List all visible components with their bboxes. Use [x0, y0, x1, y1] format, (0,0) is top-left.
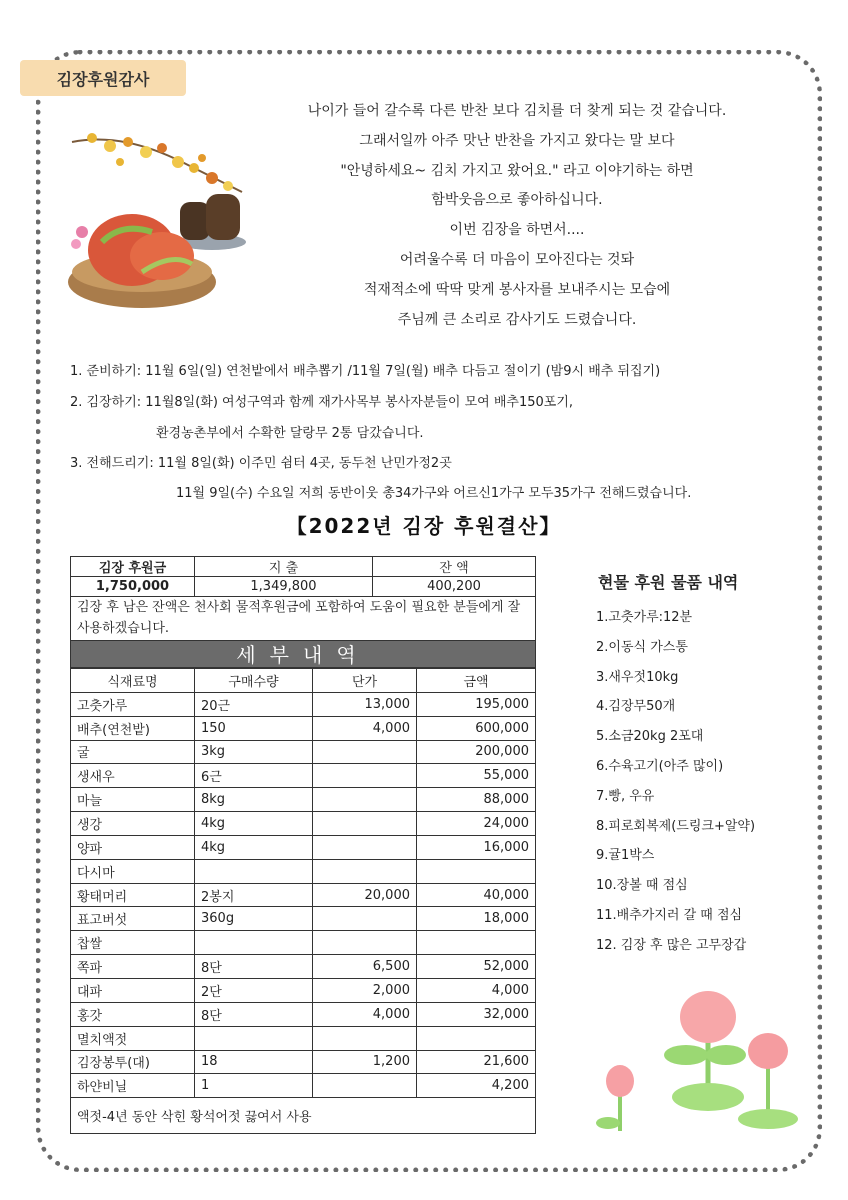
table-row: [71, 812, 536, 836]
list-item: 9.귤1박스: [596, 848, 655, 864]
detail-header: 식재료명: [71, 669, 195, 693]
tulip-right: [738, 1033, 798, 1129]
table-cell: 2,000: [313, 978, 417, 1002]
table-cell: [417, 859, 536, 883]
table-cell: [313, 835, 417, 859]
table-row: [71, 716, 536, 740]
table-cell: 8단: [195, 955, 313, 979]
table-row: [71, 931, 536, 955]
intro-line: 어려울수록 더 마음이 모아진다는 것돠: [399, 251, 635, 268]
table-cell: 16,000: [417, 835, 536, 859]
table-row: [71, 740, 536, 764]
detail-title: 세부내역: [70, 640, 536, 668]
summary-value: 1,750,000: [71, 577, 195, 597]
list-item: 3.새우젓10kg: [596, 669, 679, 685]
kimchi-illustration: [62, 122, 252, 322]
table-cell: 4,000: [313, 1002, 417, 1026]
table-cell: 황태머리: [71, 883, 195, 907]
summary-header: 김장 후원금: [71, 557, 195, 577]
donations-title: 현물 후원 물품 내역: [598, 573, 739, 592]
detail-header: 구매수량: [195, 669, 313, 693]
table-cell: 고춧가루: [71, 692, 195, 716]
table-cell: 홍갓: [71, 1002, 195, 1026]
detail-header: 단가: [313, 669, 417, 693]
table-cell: 4kg: [195, 835, 313, 859]
intro-line: "안녕하세요~ 김치 가지고 왔어요." 라고 이야기하는 하면: [340, 162, 694, 179]
detail-header: 금액: [417, 669, 536, 693]
detail-header-row: [71, 669, 536, 693]
table-row: [71, 1002, 536, 1026]
table-cell: 생강: [71, 812, 195, 836]
section-tag: 김장후원감사: [20, 60, 186, 96]
intro-line: 이번 김장을 하면서....: [449, 222, 585, 239]
table-cell: 150: [195, 716, 313, 740]
table-row: [71, 764, 536, 788]
table-cell: [195, 931, 313, 955]
table-cell: 대파: [71, 978, 195, 1002]
list-item: 1.고춧가루:12분: [596, 610, 693, 625]
table-row: [71, 978, 536, 1002]
table-cell: 김장봉투(대): [71, 1050, 195, 1074]
table-cell: [313, 1026, 417, 1050]
list-item: 6.수육고기(아주 많이): [596, 758, 724, 774]
table-cell: 1,200: [313, 1050, 417, 1074]
table-cell: [313, 764, 417, 788]
table-cell: [417, 931, 536, 955]
detail-footnote: 액젓-4년 동안 삭힌 황석어젓 끓여서 사용: [70, 1098, 536, 1134]
table-cell: [313, 859, 417, 883]
table-cell: 32,000: [417, 1002, 536, 1026]
summary-header: 지 출: [195, 557, 373, 577]
table-cell: [313, 740, 417, 764]
summary-value: 1,349,800: [195, 577, 373, 597]
table-cell: 88,000: [417, 788, 536, 812]
table-cell: [417, 1026, 536, 1050]
table-cell: 20,000: [313, 883, 417, 907]
table-cell: 4kg: [195, 812, 313, 836]
table-row: [71, 1050, 536, 1074]
table-cell: 1: [195, 1074, 313, 1098]
table-cell: 굴: [71, 740, 195, 764]
settlement-title: 【2022년 김장 후원결산】: [286, 514, 562, 538]
table-cell: [313, 812, 417, 836]
table-cell: 200,000: [417, 740, 536, 764]
list-item: 7.빵, 우유: [596, 788, 655, 804]
table-row: [71, 1026, 536, 1050]
tulip-left: [596, 1065, 634, 1131]
table-cell: 55,000: [417, 764, 536, 788]
table-cell: 24,000: [417, 812, 536, 836]
step-2-cont: 환경농촌부에서 수확한 달랑무 2통 담갔습니다.: [156, 426, 424, 441]
table-cell: 양파: [71, 835, 195, 859]
table-cell: [195, 859, 313, 883]
summary-note: 김장 후 남은 잔액은 천사회 물적후원금에 포함하여 도움이 필요한 분들에게 잘 사용하겠습니다.: [70, 596, 536, 640]
table-cell: 3kg: [195, 740, 313, 764]
table-cell: 2단: [195, 978, 313, 1002]
table-cell: 8단: [195, 1002, 313, 1026]
table-cell: 360g: [195, 907, 313, 931]
summary-header: 잔 액: [373, 557, 536, 577]
table-row: [71, 788, 536, 812]
table-cell: 6근: [195, 764, 313, 788]
intro-line: 나이가 들어 갈수록 다른 반찬 보다 김치를 더 찾게 되는 것 같습니다.: [307, 103, 727, 119]
list-item: 2.이동식 가스통: [596, 639, 688, 655]
table-row: [71, 835, 536, 859]
list-item: 12. 김장 후 많은 고무장갑: [596, 937, 747, 953]
intro-line: 그래서일까 아주 맛난 반찬을 가지고 왔다는 말 보다: [359, 132, 675, 149]
table-cell: 40,000: [417, 883, 536, 907]
list-item: 5.소금20kg 2포대: [596, 729, 704, 745]
table-cell: 멸치액젓: [71, 1026, 195, 1050]
table-cell: 20근: [195, 692, 313, 716]
table-cell: [313, 788, 417, 812]
table-row: [71, 907, 536, 931]
list-item: 10.장볼 때 점심: [596, 878, 688, 894]
table-cell: 쪽파: [71, 955, 195, 979]
step-2: 2. 김장하기: 11월8일(화) 여성구역과 함께 재가사목부 봉사자분들이 모여 배추150포기,: [70, 395, 574, 410]
table-row: [71, 955, 536, 979]
table-cell: 다시마: [71, 859, 195, 883]
table-cell: 생새우: [71, 764, 195, 788]
table-cell: 13,000: [313, 692, 417, 716]
table-cell: 마늘: [71, 788, 195, 812]
tulip-illustration: [596, 985, 806, 1135]
table-cell: [313, 1074, 417, 1098]
intro-line: 적재적소에 딱딱 맞게 봉사자를 보내주시는 모습에: [363, 281, 671, 298]
table-cell: 18: [195, 1050, 313, 1074]
table-cell: 4,000: [313, 716, 417, 740]
table-cell: 52,000: [417, 955, 536, 979]
table-cell: 배추(연천밭): [71, 716, 195, 740]
donations-list: [596, 603, 755, 961]
detail-table-body: [71, 669, 536, 1098]
table-cell: 6,500: [313, 955, 417, 979]
tulip-center: [664, 991, 746, 1111]
summary-value: 400,200: [373, 577, 536, 597]
table-row: [71, 692, 536, 716]
list-item: 8.피로회복제(드링크+알약): [596, 818, 756, 834]
table-cell: 600,000: [417, 716, 536, 740]
autumn-leaves: [72, 133, 242, 192]
table-cell: 하얀비닐: [71, 1074, 195, 1098]
onggi-jars: [178, 194, 246, 250]
summary-table: [70, 556, 536, 597]
table-cell: 195,000: [417, 692, 536, 716]
summary-value-row: [71, 577, 536, 597]
intro-line: 함박웃음으로 좋아하십니다.: [431, 192, 603, 209]
list-item: 4.김장무50개: [596, 699, 676, 715]
step-3-cont: 11월 9일(수) 수요일 저희 동반이웃 총34가구와 어르신1가구 모두35가구 전해드렸습니다.: [176, 486, 692, 501]
detail-table: [70, 668, 536, 1098]
intro-text: [232, 97, 802, 335]
table-cell: 8kg: [195, 788, 313, 812]
table-cell: [313, 907, 417, 931]
summary-header-row: [71, 557, 536, 577]
table-cell: [313, 931, 417, 955]
table-cell: 21,600: [417, 1050, 536, 1074]
table-row: [71, 1074, 536, 1098]
table-cell: 찹쌀: [71, 931, 195, 955]
table-cell: 표고버섯: [71, 907, 195, 931]
table-cell: 2봉지: [195, 883, 313, 907]
intro-line: 주님께 큰 소리로 감사기도 드렸습니다.: [397, 311, 637, 328]
table-cell: 4,000: [417, 978, 536, 1002]
step-1: 1. 준비하기: 11월 6일(일) 연천밭에서 배추뽑기 /11월 7일(월) 배추 다듬고 절이기 (밤9시 배추 뒤집기): [70, 364, 661, 379]
list-item: 11.배추가지러 갈 때 점심: [596, 907, 743, 923]
table-row: [71, 859, 536, 883]
table-cell: 4,200: [417, 1074, 536, 1098]
table-row: [71, 883, 536, 907]
table-cell: [195, 1026, 313, 1050]
step-3: 3. 전해드리기: 11월 8일(화) 이주민 쉼터 4곳, 동두천 난민가정2곳: [70, 456, 452, 471]
table-cell: 18,000: [417, 907, 536, 931]
